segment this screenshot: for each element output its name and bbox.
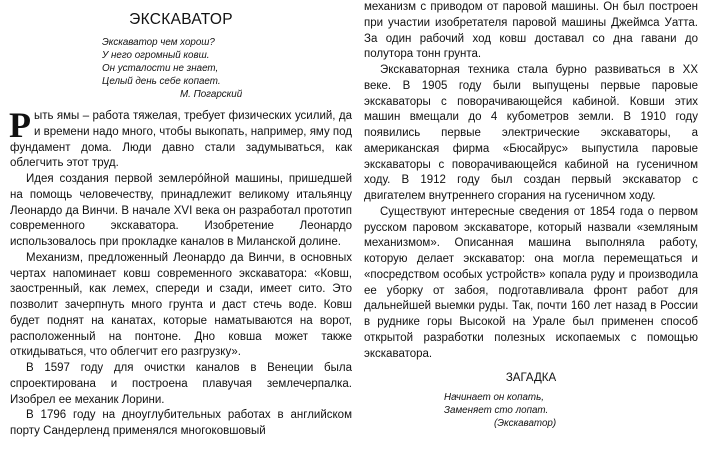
article-title: ЭКСКАВАТОР [129,11,233,28]
epigraph-line: У него огромный ковш. [102,50,210,61]
left-column [10,0,352,440]
drop-cap: Р [9,105,31,145]
riddle [444,391,698,430]
paragraph: Существуют интересные сведения от 1854 года о первом русском паровом экскаваторе, который назвали «земляным механизмом». Описанная машина выполняла работу, которую делает экскаватор: она могла перемещаться и «посредством особых устройств» копала руду и производила ее уборку от забоя, подготавливала фронт работ для дальнейшей выемки руды. Так, почти 160 лет назад в России в руднике горы Высокой на Урале был применен способ открытой разработки полезных ископаемых с помощью экскаватора. [364,205,698,360]
riddle-line: Начинает он копать, [444,392,544,404]
epigraph-author: М. Погарский [180,89,243,100]
paragraph: В 1597 году для очистки каналов в Венеции была спроектирована и построена плавучая землечерпалка. Изобрел ее механик Лорини. [10,362,352,406]
paragraph: Механизм, предложенный Леонардо да Винчи, в основных чертах напоминает ковш современного экскаватора: «Ковш, заостренный, как лемех, спереди и сзади, имеет сито. Это позволит зачерпнуть много грунта и даст стечь воде. Ковш будет поднят на канатах, которые наматываются на ворот, расположенный на понтоне. Дно ковша может также откидываться, что облегчит его разгрузку». [10,251,352,359]
paragraph: В 1796 году на днoуглубительных работах в английском порту Сандерленд применялся многоковшовый [10,409,352,437]
epigraph-line: Целый день себе копает. [102,76,221,87]
paragraph-intro [9,105,352,172]
riddle-line: Заменяет сто лопат. [444,405,549,417]
epigraph-line: Он усталости не знает, [102,63,219,74]
paragraph: механизм с приводом от паровой машины. Он был построен при участии изобретателя паровой машины Джеймса Уатта. За один рабочий ход ковш доставал со дна гавани до полутора тонн грунта. [364,1,698,61]
paragraph-intro-text: ыть ямы – работа тяжелая, требует физических усилий, да и времени надо много, чтобы выкопать, например, яму под фундамент дома. Люди давно стали задумываться, как облегчить этот труд. [10,110,352,170]
paragraph: Экскаваторная техника стала бурно развиваться в XX веке. В 1905 году были выпущены первые паровые экскаваторы с поворачивающейся кабиной. Ковши этих машин вмещали до 4 кубометров земли. В 1910 году появились первые электрические экскаваторы, а американская фирма «Бюсайрус» выпустила паровые экскаваторы с поворачивающейся кабиной на гусеничном ходу. В 1912 году был создан первый экскаватор с двигателем внутреннего сгорания на гусеничном ходу. [364,64,698,202]
epigraph-line: Экскаватор чем хорош? [102,37,215,48]
riddle-answer: (Экскаватор) [494,418,557,430]
right-column [364,0,698,430]
paragraph: Идея создания первой землерóйной машины, пришедшей на помощь человечеству, принадлежит великому итальянцу Леонардо да Винчи. В начале XVI века он разработал прототип современного экскаватора. Изобретение Леонардо использовалось при прокладке каналов в Миланской долине. [10,173,352,248]
epigraph [102,36,352,101]
riddle-title: ЗАГАДКА [505,372,557,385]
